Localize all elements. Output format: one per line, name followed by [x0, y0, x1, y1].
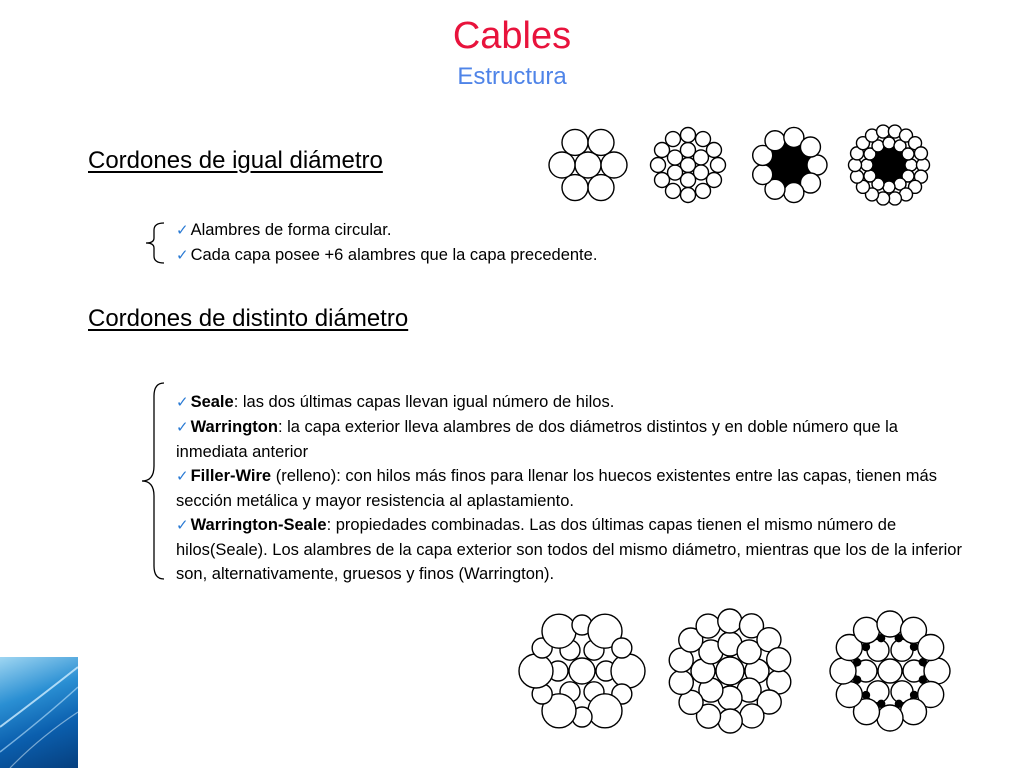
wire-circle: [696, 183, 711, 198]
wire-circle: [878, 659, 902, 683]
wire-circle: [740, 704, 764, 728]
wire-circle: [905, 159, 917, 171]
wire-circle: [888, 192, 901, 205]
wire-circle: [864, 170, 876, 182]
wire-circle: [883, 137, 895, 149]
wire-circle: [836, 682, 862, 708]
wire-circle: [917, 159, 930, 172]
wire-circle: [706, 143, 721, 158]
wire-circle: [877, 125, 890, 138]
wire-circle: [863, 692, 870, 699]
wire-circle: [562, 129, 588, 155]
wire-circle: [862, 644, 869, 651]
corner-decoration: [0, 657, 78, 768]
bullet-list-different-diameter: [176, 390, 966, 586]
wire-circle: [542, 614, 576, 648]
list-item: ✓ Seale: las dos últimas capas llevan igual número de hilos.: [176, 393, 615, 411]
checkmark-icon: ✓: [176, 394, 189, 411]
checkmark-icon: ✓: [176, 419, 189, 436]
checkmark-icon: ✓: [176, 222, 189, 239]
wire-circle: [765, 131, 785, 151]
wire-circle: [588, 129, 614, 155]
wire-circle: [877, 611, 903, 637]
section-heading-different-diameter: Cordones de distinto diámetro: [88, 305, 409, 332]
list-item: ✓ Filler-Wire (relleno): con hilos más finos para llenar los huecos existentes entre las capas, tienen más sección metálica y mayor resistencia al aplastamiento.: [176, 467, 937, 510]
wire-circle: [655, 173, 670, 188]
wire-circle: [711, 158, 726, 173]
checkmark-icon: ✓: [176, 247, 189, 264]
wire-circle: [718, 709, 742, 733]
wire-circle: [549, 152, 575, 178]
wire-circle: [588, 175, 614, 201]
wire-circle: [716, 657, 744, 685]
brace-icon: [142, 222, 168, 264]
bullet-list-equal-diameter: [176, 218, 736, 268]
wire-circle: [830, 658, 856, 684]
wire-circle: [666, 132, 681, 147]
wire-circle: [902, 148, 914, 160]
wire-circle: [612, 638, 632, 658]
wire-circle: [924, 658, 950, 684]
wire-circle: [910, 643, 917, 650]
list-item: ✓ Warrington-Seale: propiedades combinadas. Las dos últimas capas tienen el mismo número de hilos(Seale). Los alambres de la capa exterior son todos del mismo diámetro, mientras que los de la inferior son, alternativamente, gruesos y finos (Warrington).: [176, 516, 962, 583]
section-heading-equal-diameter: Cordones de igual diámetro: [88, 147, 383, 174]
wire-circle: [854, 617, 880, 643]
list-item: ✓ Alambres de forma circular.: [176, 221, 392, 239]
wire-circle: [611, 654, 645, 688]
brace-icon: [138, 382, 168, 580]
checkmark-icon: ✓: [176, 468, 189, 485]
wire-circle: [800, 137, 820, 157]
wire-circle: [562, 175, 588, 201]
wire-circle: [718, 609, 742, 633]
wire-circle: [601, 152, 627, 178]
wire-circle: [851, 170, 864, 183]
wire-circle: [784, 183, 804, 203]
wire-circle: [651, 158, 666, 173]
wire-circle: [753, 165, 773, 185]
list-item: ✓ Cada capa posee +6 alambres que la capa precedente.: [176, 246, 598, 264]
wire-circle: [849, 159, 862, 172]
wire-circle: [767, 648, 791, 672]
list-item: ✓ Warrington: la capa exterior lleva alambres de dos diámetros distintos y en doble número que la inmediata anterior: [176, 418, 898, 461]
wire-circle: [588, 694, 622, 728]
slide-subtitle: Estructura: [457, 63, 567, 90]
wire-circle: [681, 188, 696, 203]
wire-circle: [575, 152, 601, 178]
wire-circle: [883, 181, 895, 193]
wire-circle: [681, 128, 696, 143]
wire-circle: [569, 658, 595, 684]
wire-circle: [901, 699, 927, 725]
wire-circle: [669, 670, 693, 694]
wire-circle: [872, 148, 906, 182]
wire-circle: [914, 147, 927, 160]
wire-circle: [911, 691, 918, 698]
wire-circle: [877, 705, 903, 731]
strand-diagrams-equal-diameter: [545, 118, 940, 212]
checkmark-icon: ✓: [176, 517, 189, 534]
wire-circle: [696, 614, 720, 638]
slide-title: Cables: [452, 15, 572, 57]
strand-diagrams-different-diameter: [518, 605, 948, 737]
wire-circle: [807, 155, 827, 175]
wire-circle: [861, 159, 873, 171]
wire-circle: [918, 635, 944, 661]
wire-circle: [519, 654, 553, 688]
